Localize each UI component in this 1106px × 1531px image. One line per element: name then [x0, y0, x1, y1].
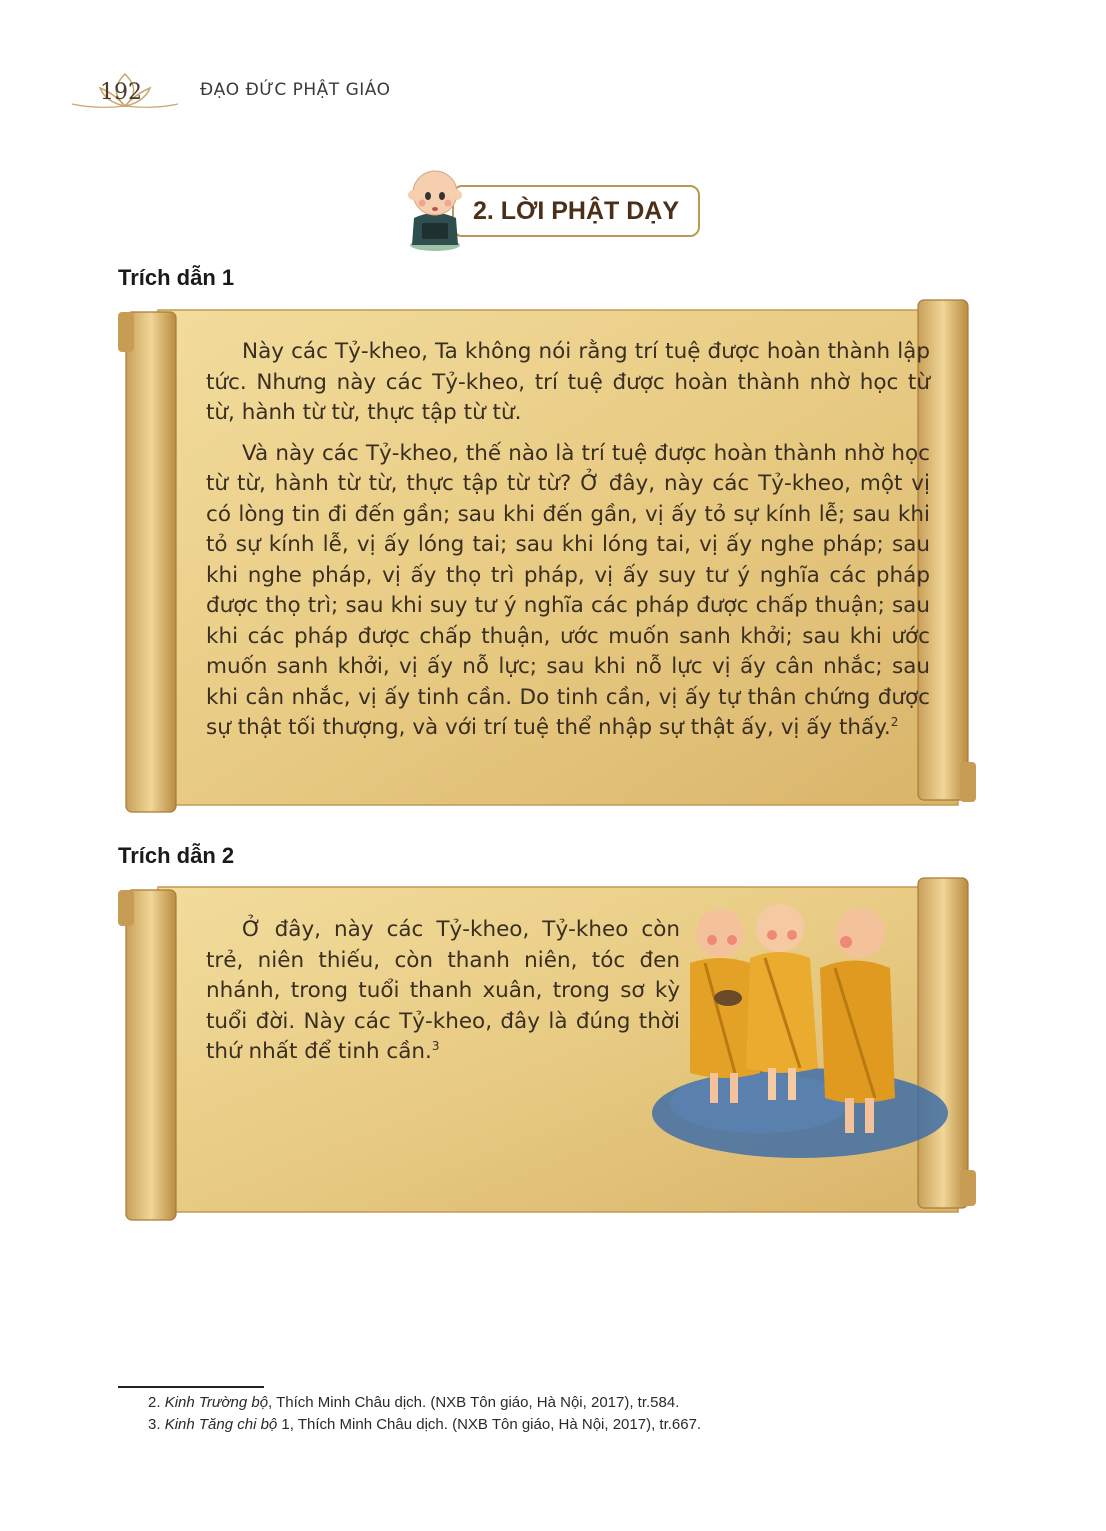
monk-right	[820, 908, 895, 1133]
quote-1-scroll	[118, 292, 980, 822]
section-badge	[400, 163, 700, 253]
quote-1-paragraph-2-text: Và này các Tỷ-kheo, thế nào là trí tuệ được hoàn thành nhờ học từ từ, hành từ từ, thực tập từ từ? Ở đây, này các Tỷ-kheo, một vị có lòng tin đi đến gần; sau khi đến gần, vị ấy tỏ sự kính lễ; sau khi tỏ sự kính lễ, vị ấy lóng tai; sau khi lóng tai, vị ấy nghe pháp; sau khi nghe pháp, vị ấy thọ trì pháp, vị ấy suy tư ý nghĩa các pháp được thọ trì; sau khi suy tư ý nghĩa các pháp được chấp thuận; sau khi các pháp được chấp thuận, ước muốn sanh khởi; sau khi ước muốn sanh khởi, vị ấy nỗ lực; sau khi nỗ lực vị ấy cân nhắc; sau khi cân nhắc, vị ấy tinh cần. Do tinh cần, vị ấy tự thân chứng được sự thật tối thượng, và với trí tuệ thể nhập sự thật ấy, vị ấy thấy.	[206, 440, 930, 740]
footnote-3	[148, 1414, 701, 1436]
footnote-divider	[118, 1386, 264, 1388]
quote-1-heading: Trích dẫn 1	[118, 265, 235, 290]
footnote-number: 2.	[148, 1394, 161, 1411]
quote-2-paragraph-1	[206, 915, 680, 1068]
footnote-text: , Thích Minh Châu dịch. (NXB Tôn giáo, Hà Nội, 2017), tr.584.	[268, 1394, 680, 1411]
footnote-text: 1, Thích Minh Châu dịch. (NXB Tôn giáo, Hà Nội, 2017), tr.667.	[277, 1416, 702, 1433]
section-title: 2. LỜI PHẬT DẠY	[452, 185, 700, 237]
quote-1-paragraph-2	[206, 439, 930, 744]
book-title: ĐẠO ĐỨC PHẬT GIÁO	[200, 80, 391, 100]
quote-1-text	[206, 337, 930, 754]
footnote-title: Kinh Tăng chi bộ	[164, 1416, 278, 1433]
footnote-title: Kinh Trường bộ	[164, 1394, 269, 1411]
reading-monk-icon	[400, 163, 480, 253]
page-number: 192	[100, 80, 142, 105]
page-header	[70, 72, 470, 112]
footnote-2	[148, 1392, 701, 1414]
three-monks-illustration	[650, 898, 960, 1168]
quote-1-paragraph-1: Này các Tỷ-kheo, Ta không nói rằng trí tuệ được hoàn thành lập tức. Nhưng này các Tỷ-kheo, trí tuệ được hoàn thành nhờ học từ từ, hành từ từ, thực tập từ từ.	[206, 339, 930, 425]
footnote-ref-3[interactable]: 3	[431, 1038, 440, 1053]
footnote-ref-2[interactable]: 2	[890, 714, 899, 729]
footnote-number: 3.	[148, 1416, 161, 1433]
quote-2-heading: Trích dẫn 2	[118, 843, 235, 868]
quote-2-text	[206, 915, 680, 1078]
footnotes	[148, 1392, 701, 1436]
quote-2-paragraph-1-text: Ở đây, này các Tỷ-kheo, Tỷ-kheo còn trẻ, niên thiếu, còn thanh niên, tóc đen nhánh, trong tuổi thanh xuân, trong sơ kỳ tuổi đời. Này các Tỷ-kheo, đây là đúng thời thứ nhất để tinh cần.	[206, 917, 680, 1064]
